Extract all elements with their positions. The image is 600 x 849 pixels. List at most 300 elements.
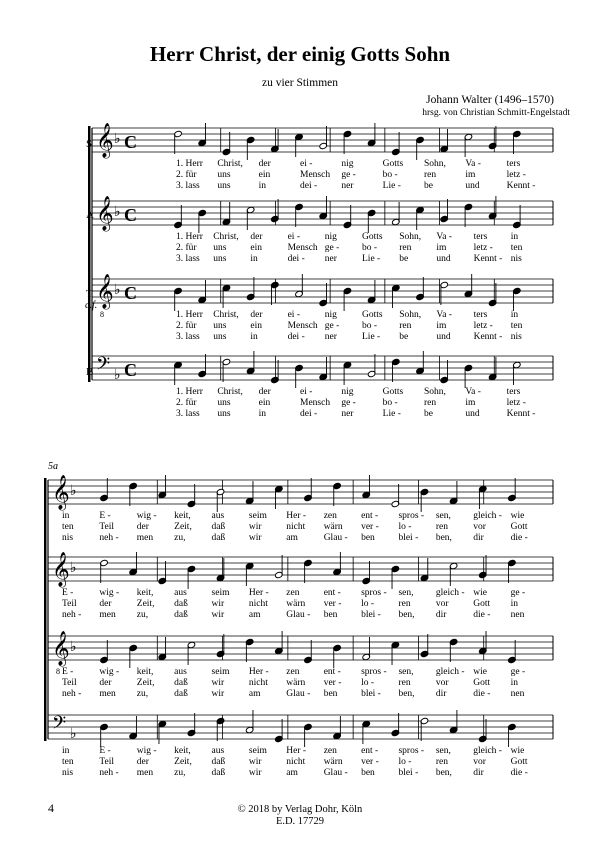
lyric-syllable: wärn <box>286 678 306 688</box>
lyric-syllable: ren <box>435 522 448 532</box>
lyric-syllable: Her - <box>286 511 307 521</box>
lyric-syllable: Mensch <box>287 243 318 253</box>
lyric-syllable: nig <box>341 387 354 397</box>
lyric-syllable: daß <box>211 522 226 532</box>
lyric-syllable: Gott <box>473 599 491 609</box>
edition-number: E.D. 17729 <box>275 816 325 827</box>
treble-clef: 𝄞 <box>96 197 114 230</box>
lyric-syllable: Sohn, <box>424 387 446 397</box>
lyric-syllable: lo - <box>398 522 412 532</box>
lyric-syllable: uns <box>213 254 227 264</box>
lyric-syllable: E - <box>62 588 74 598</box>
lyric-syllable: Zeit, <box>136 599 155 609</box>
lyric-syllable: Glau - <box>323 768 348 778</box>
lyric-syllable: spros - <box>361 667 387 677</box>
lyric-syllable: ver - <box>323 678 342 688</box>
lyric-syllable: Kennt - <box>473 254 503 264</box>
system-bracket <box>44 478 47 741</box>
lyric-syllable: ent - <box>361 511 379 521</box>
lyric-syllable: und <box>465 181 480 191</box>
lyric-syllable: 2. für <box>176 170 197 180</box>
lyric-syllable: ters <box>473 232 488 242</box>
lyric-syllable: wärn <box>323 757 343 767</box>
lyric-syllable: letz - <box>506 398 526 408</box>
lyric-syllable: blei - <box>398 768 419 778</box>
lyric-syllable: ge - <box>324 321 340 331</box>
lyric-syllable: daß <box>174 689 188 699</box>
lyric-syllable: die - <box>473 610 491 620</box>
lyric-syllable: gleich - <box>435 588 465 598</box>
lyric-syllable: men <box>136 533 154 543</box>
lyric-syllable: Teil <box>62 599 77 609</box>
lyric-syllable: zen <box>286 588 300 598</box>
lyric-syllable: keit, <box>136 588 154 598</box>
lyric-syllable: und <box>465 409 480 419</box>
lyric-syllable: Glau - <box>286 610 311 620</box>
lyric-syllable: ben, <box>435 533 452 543</box>
lyric-syllable: am <box>248 610 261 620</box>
octave-mark: 8 <box>100 310 104 319</box>
lyric-syllable: ben <box>323 689 338 699</box>
lyric-syllable: 1. Herr <box>176 232 203 242</box>
lyric-syllable: zu, <box>174 533 186 543</box>
page-number: 4 <box>48 801 54 815</box>
lyric-syllable: sen, <box>435 746 451 756</box>
lyric-syllable: spros - <box>361 588 387 598</box>
lyric-syllable: ent - <box>323 588 341 598</box>
lyric-syllable: 1. Herr <box>176 310 203 320</box>
lyric-syllable: zen <box>323 746 337 756</box>
lyric-syllable: blei - <box>398 533 419 543</box>
lyric-syllable: aus <box>211 746 225 756</box>
lyric-syllable: der <box>258 387 271 397</box>
lyric-syllable: ein <box>250 321 263 331</box>
lyric-syllable: neh - <box>62 689 82 699</box>
lyric-syllable: Her - <box>286 746 307 756</box>
treble-clef: 𝄞 <box>96 124 114 157</box>
lyric-syllable: im <box>436 321 447 331</box>
lyric-syllable: aus <box>211 511 225 521</box>
lyric-syllable: nis <box>510 332 522 342</box>
lyric-syllable: wir <box>211 689 225 699</box>
lyric-syllable: zen <box>286 667 300 677</box>
lyric-syllable: ben <box>361 533 375 543</box>
lyric-syllable: wir <box>248 768 262 778</box>
lyric-syllable: spros - <box>398 746 425 756</box>
lyric-syllable: und <box>436 254 451 264</box>
lyric-syllable: 2. für <box>176 321 197 331</box>
lyric-syllable: spros - <box>398 511 425 521</box>
treble-clef: 𝄞 <box>52 632 70 665</box>
lyric-syllable: Va - <box>465 387 481 397</box>
lyric-syllable: Sohn, <box>399 232 422 242</box>
lyric-syllable: seim <box>211 667 230 677</box>
lyric-syllable: nen <box>510 689 525 699</box>
lyric-syllable: daß <box>211 768 226 778</box>
lyric-syllable: in <box>258 409 267 419</box>
lyric-syllable: nicht <box>248 678 268 688</box>
key-flat: ♭ <box>114 368 121 383</box>
lyric-syllable: E - <box>99 511 111 521</box>
lyric-syllable: nig <box>324 310 337 320</box>
lyric-syllable: letz - <box>473 243 493 253</box>
lyric-syllable: ner <box>341 181 354 191</box>
lyric-syllable: sen, <box>398 588 414 598</box>
lyric-syllable: 3. lass <box>176 181 200 191</box>
lyric-syllable: am <box>248 689 261 699</box>
lyric-syllable: der <box>99 599 112 609</box>
lyric-syllable: Va - <box>436 232 452 242</box>
lyric-syllable: zen <box>323 511 337 521</box>
lyric-syllable: 3. lass <box>176 254 200 264</box>
lyric-syllable: wärn <box>323 522 343 532</box>
lyric-syllable: Sohn, <box>424 159 446 169</box>
lyric-syllable: in <box>510 678 519 688</box>
lyric-syllable: Lie - <box>362 254 381 264</box>
lyric-syllable: ben <box>323 610 338 620</box>
lyric-syllable: nig <box>341 159 354 169</box>
lyric-syllable: in <box>250 332 258 342</box>
lyric-syllable: ren <box>424 170 437 180</box>
lyric-syllable: uns <box>217 398 231 408</box>
lyric-syllable: im <box>465 170 476 180</box>
lyric-syllable: bo - <box>382 398 398 408</box>
key-flat: ♭ <box>70 484 77 499</box>
lyric-syllable: in <box>510 310 519 320</box>
lyric-syllable: men <box>99 610 116 620</box>
key-flat: ♭ <box>114 283 121 298</box>
lyric-syllable: ren <box>435 757 448 767</box>
common-time: C <box>124 360 137 380</box>
editor-credit: hrsg. von Christian Schmitt-Engelstadt <box>422 108 570 118</box>
lyric-syllable: 1. Herr <box>176 387 203 397</box>
lyric-syllable: dei - <box>287 254 305 264</box>
lyric-syllable: ei - <box>287 232 301 242</box>
lyric-syllable: uns <box>213 243 227 253</box>
lyric-syllable: der <box>258 159 271 169</box>
lyric-syllable: nis <box>62 768 74 778</box>
lyric-syllable: aus <box>174 588 187 598</box>
lyric-syllable: ein <box>258 170 271 180</box>
lyric-syllable: wärn <box>286 599 306 609</box>
lyric-syllable: sen, <box>435 511 451 521</box>
lyric-syllable: wie <box>473 667 487 677</box>
key-flat: ♭ <box>70 640 77 655</box>
lyric-syllable: keit, <box>174 511 191 521</box>
voice-label-tenor-cf: c.f. <box>85 300 98 311</box>
bass-clef: 𝄢 <box>96 353 111 378</box>
lyric-syllable: lo - <box>361 678 375 688</box>
lyric-syllable: Christ, <box>213 310 239 320</box>
lyric-syllable: der <box>136 522 149 532</box>
lyric-syllable: ren <box>399 321 412 331</box>
lyric-syllable: lo - <box>398 757 412 767</box>
lyric-syllable: vor <box>473 522 486 532</box>
lyric-syllable: letz - <box>506 170 526 180</box>
lyric-syllable: ben, <box>435 768 452 778</box>
lyric-syllable: neh - <box>62 610 82 620</box>
lyric-syllable: Kennt - <box>506 409 536 419</box>
lyric-syllable: daß <box>174 678 188 688</box>
lyric-syllable: nen <box>510 610 525 620</box>
lyric-syllable: ei - <box>300 387 313 397</box>
lyric-syllable: Lie - <box>382 409 401 419</box>
measure-number: 5a <box>48 461 58 472</box>
lyric-syllable: ben, <box>398 610 415 620</box>
lyric-syllable: neh - <box>99 533 119 543</box>
lyric-syllable: zu, <box>174 768 186 778</box>
key-flat: ♭ <box>114 132 121 147</box>
lyric-syllable: Va - <box>465 159 481 169</box>
lyric-syllable: ten <box>510 321 523 331</box>
lyric-syllable: Christ, <box>217 387 243 397</box>
lyric-syllable: dir <box>473 533 484 543</box>
lyric-syllable: letz - <box>473 321 493 331</box>
lyric-syllable: in <box>250 254 258 264</box>
lyric-syllable: am <box>286 768 298 778</box>
lyric-syllable: gleich - <box>473 511 502 521</box>
lyric-syllable: ge - <box>341 398 356 408</box>
lyric-syllable: wig - <box>136 746 157 756</box>
lyric-syllable: daß <box>211 757 226 767</box>
lyric-syllable: ten <box>510 243 523 253</box>
lyric-syllable: daß <box>211 533 226 543</box>
lyric-syllable: Lie - <box>382 181 401 191</box>
treble-clef: 𝄞 <box>96 275 114 308</box>
lyric-syllable: nicht <box>248 599 268 609</box>
lyric-syllable: nicht <box>286 522 306 532</box>
lyric-syllable: Teil <box>62 678 77 688</box>
lyric-syllable: Zeit, <box>136 678 155 688</box>
lyric-syllable: ner <box>324 332 337 342</box>
lyric-syllable: ent - <box>361 746 379 756</box>
lyric-syllable: neh - <box>99 768 119 778</box>
treble-clef: 𝄞 <box>52 553 70 586</box>
lyric-syllable: die - <box>510 768 528 778</box>
lyric-syllable: Va - <box>436 310 452 320</box>
lyric-syllable: 3. lass <box>176 332 200 342</box>
page-title: Herr Christ, der einig Gotts Sohn <box>149 42 451 66</box>
lyric-syllable: uns <box>217 181 231 191</box>
lyric-syllable: die - <box>473 689 491 699</box>
voice-label-tenor: T <box>86 288 93 300</box>
lyric-syllable: E - <box>62 667 74 677</box>
lyric-syllable: keit, <box>136 667 154 677</box>
lyric-syllable: dir <box>435 610 447 620</box>
lyric-syllable: Glau - <box>323 533 348 543</box>
lyric-syllable: am <box>286 533 298 543</box>
lyric-syllable: wig - <box>99 588 120 598</box>
lyric-syllable: wig - <box>136 511 157 521</box>
lyric-syllable: Zeit, <box>174 522 192 532</box>
lyric-syllable: be <box>399 332 409 342</box>
lyric-syllable: zu, <box>136 689 149 699</box>
bass-clef: 𝄢 <box>52 712 67 737</box>
lyric-syllable: ten <box>62 757 74 767</box>
lyric-syllable: ei - <box>287 310 301 320</box>
lyric-syllable: im <box>436 243 447 253</box>
lyric-syllable: der <box>250 232 263 242</box>
voice-label-soprano: S <box>86 138 93 150</box>
lyric-syllable: Mensch <box>287 321 318 331</box>
lyric-syllable: keit, <box>174 746 191 756</box>
lyric-syllable: uns <box>217 409 231 419</box>
lyric-syllable: Mensch <box>300 398 331 408</box>
lyric-syllable: nig <box>324 232 337 242</box>
lyric-syllable: der <box>250 310 263 320</box>
lyric-syllable: Glau - <box>286 689 311 699</box>
lyric-syllable: bo - <box>362 321 378 331</box>
lyric-syllable: bo - <box>362 243 378 253</box>
lyric-syllable: Sohn, <box>399 310 422 320</box>
lyric-syllable: vor <box>435 599 449 609</box>
lyric-syllable: ben, <box>398 689 415 699</box>
lyric-syllable: vor <box>435 678 449 688</box>
lyric-syllable: wir <box>211 610 225 620</box>
lyric-syllable: ben <box>361 768 375 778</box>
lyric-syllable: in <box>62 511 70 521</box>
common-time: C <box>124 205 137 225</box>
lyric-syllable: Her - <box>248 588 269 598</box>
octave-mark: 8 <box>56 667 60 676</box>
lyric-syllable: seim <box>248 511 267 521</box>
lyric-syllable: ver - <box>361 522 379 532</box>
lyric-syllable: ein <box>258 398 271 408</box>
lyric-syllable: Kennt - <box>473 332 503 342</box>
subtitle: zu vier Stimmen <box>261 77 338 89</box>
lyric-syllable: dei - <box>300 409 318 419</box>
lyric-syllable: der <box>136 757 149 767</box>
lyric-syllable: wie <box>473 588 487 598</box>
lyric-syllable: ren <box>399 243 412 253</box>
lyric-syllable: gleich - <box>435 667 465 677</box>
key-flat: ♭ <box>70 727 77 742</box>
lyric-syllable: in <box>258 181 267 191</box>
lyric-syllable: Lie - <box>362 332 381 342</box>
lyric-syllable: daß <box>174 610 188 620</box>
lyric-syllable: uns <box>213 332 227 342</box>
lyric-syllable: wig - <box>99 667 120 677</box>
lyric-syllable: daß <box>174 599 188 609</box>
lyric-syllable: 1. Herr <box>176 159 203 169</box>
lyric-syllable: uns <box>217 170 231 180</box>
lyric-syllable: die - <box>510 533 528 543</box>
lyric-syllable: wir <box>211 678 225 688</box>
lyric-syllable: dei - <box>287 332 305 342</box>
lyric-syllable: 3. lass <box>176 409 200 419</box>
composer-credit: Johann Walter (1496–1570) <box>426 94 554 106</box>
lyric-syllable: vor <box>473 757 486 767</box>
lyric-syllable: uns <box>213 321 227 331</box>
lyric-syllable: men <box>136 768 154 778</box>
lyric-syllable: seim <box>248 746 267 756</box>
lyric-syllable: ner <box>324 254 337 264</box>
lyric-syllable: ge - <box>510 588 526 598</box>
lyric-syllable: Christ, <box>213 232 239 242</box>
lyric-syllable: ge - <box>510 667 526 677</box>
lyric-syllable: und <box>436 332 451 342</box>
lyric-syllable: ge - <box>341 170 356 180</box>
lyric-syllable: Gotts <box>362 232 383 242</box>
lyric-syllable: blei - <box>361 689 381 699</box>
key-flat: ♭ <box>70 561 77 576</box>
lyric-syllable: lo - <box>361 599 375 609</box>
lyric-syllable: wie <box>510 746 525 756</box>
lyric-syllable: ver - <box>323 599 342 609</box>
lyric-syllable: Gotts <box>382 387 404 397</box>
lyric-syllable: Mensch <box>300 170 331 180</box>
lyric-syllable: dir <box>435 689 447 699</box>
lyric-syllable: ters <box>506 387 521 397</box>
key-flat: ♭ <box>114 205 121 220</box>
lyric-syllable: in <box>510 232 519 242</box>
lyric-syllable: nis <box>62 533 74 543</box>
lyric-syllable: Gotts <box>382 159 404 169</box>
lyric-syllable: ge - <box>324 243 340 253</box>
lyric-syllable: ren <box>398 678 411 688</box>
voice-label-bass: B <box>86 366 94 378</box>
common-time: C <box>124 283 137 303</box>
common-time: C <box>124 132 137 152</box>
lyric-syllable: Gott <box>510 522 528 532</box>
lyric-syllable: men <box>99 689 116 699</box>
lyric-syllable: E - <box>99 746 111 756</box>
lyric-syllable: sen, <box>398 667 414 677</box>
lyric-syllable: Gott <box>473 678 491 688</box>
lyric-syllable: aus <box>174 667 187 677</box>
treble-clef: 𝄞 <box>52 476 70 509</box>
lyric-syllable: dei - <box>300 181 318 191</box>
lyric-syllable: nis <box>510 254 522 264</box>
lyric-syllable: ner <box>341 409 354 419</box>
lyric-syllable: ren <box>398 599 411 609</box>
lyric-syllable: 2. für <box>176 243 197 253</box>
lyric-syllable: im <box>465 398 476 408</box>
lyric-syllable: zu, <box>136 610 149 620</box>
lyric-syllable: be <box>399 254 409 264</box>
lyric-syllable: Teil <box>99 522 115 532</box>
lyric-syllable: wir <box>248 757 262 767</box>
lyric-syllable: wir <box>248 533 262 543</box>
lyric-syllable: be <box>424 181 433 191</box>
lyric-syllable: wie <box>510 511 525 521</box>
lyric-syllable: ren <box>424 398 437 408</box>
lyric-syllable: wir <box>248 522 262 532</box>
lyric-syllable: dir <box>473 768 484 778</box>
lyric-syllable: Zeit, <box>174 757 192 767</box>
lyric-syllable: ei - <box>300 159 313 169</box>
lyric-syllable: Kennt - <box>506 181 536 191</box>
lyric-syllable: Gott <box>510 757 528 767</box>
lyric-syllable: seim <box>211 588 230 598</box>
lyric-syllable: in <box>510 599 519 609</box>
lyric-syllable: 2. für <box>176 398 197 408</box>
lyric-syllable: gleich - <box>473 746 502 756</box>
lyric-syllable: ten <box>62 522 74 532</box>
lyric-syllable: bo - <box>382 170 398 180</box>
lyric-syllable: der <box>99 678 112 688</box>
copyright: © 2018 by Verlag Dohr, Köln <box>237 804 363 815</box>
lyric-syllable: in <box>62 746 70 756</box>
lyric-syllable: be <box>424 409 433 419</box>
lyric-syllable: nicht <box>286 757 306 767</box>
lyric-syllable: Teil <box>99 757 115 767</box>
lyric-syllable: ein <box>250 243 263 253</box>
lyric-syllable: ters <box>506 159 521 169</box>
lyric-syllable: wir <box>211 599 225 609</box>
lyric-syllable: Christ, <box>217 159 243 169</box>
lyric-syllable: ters <box>473 310 488 320</box>
